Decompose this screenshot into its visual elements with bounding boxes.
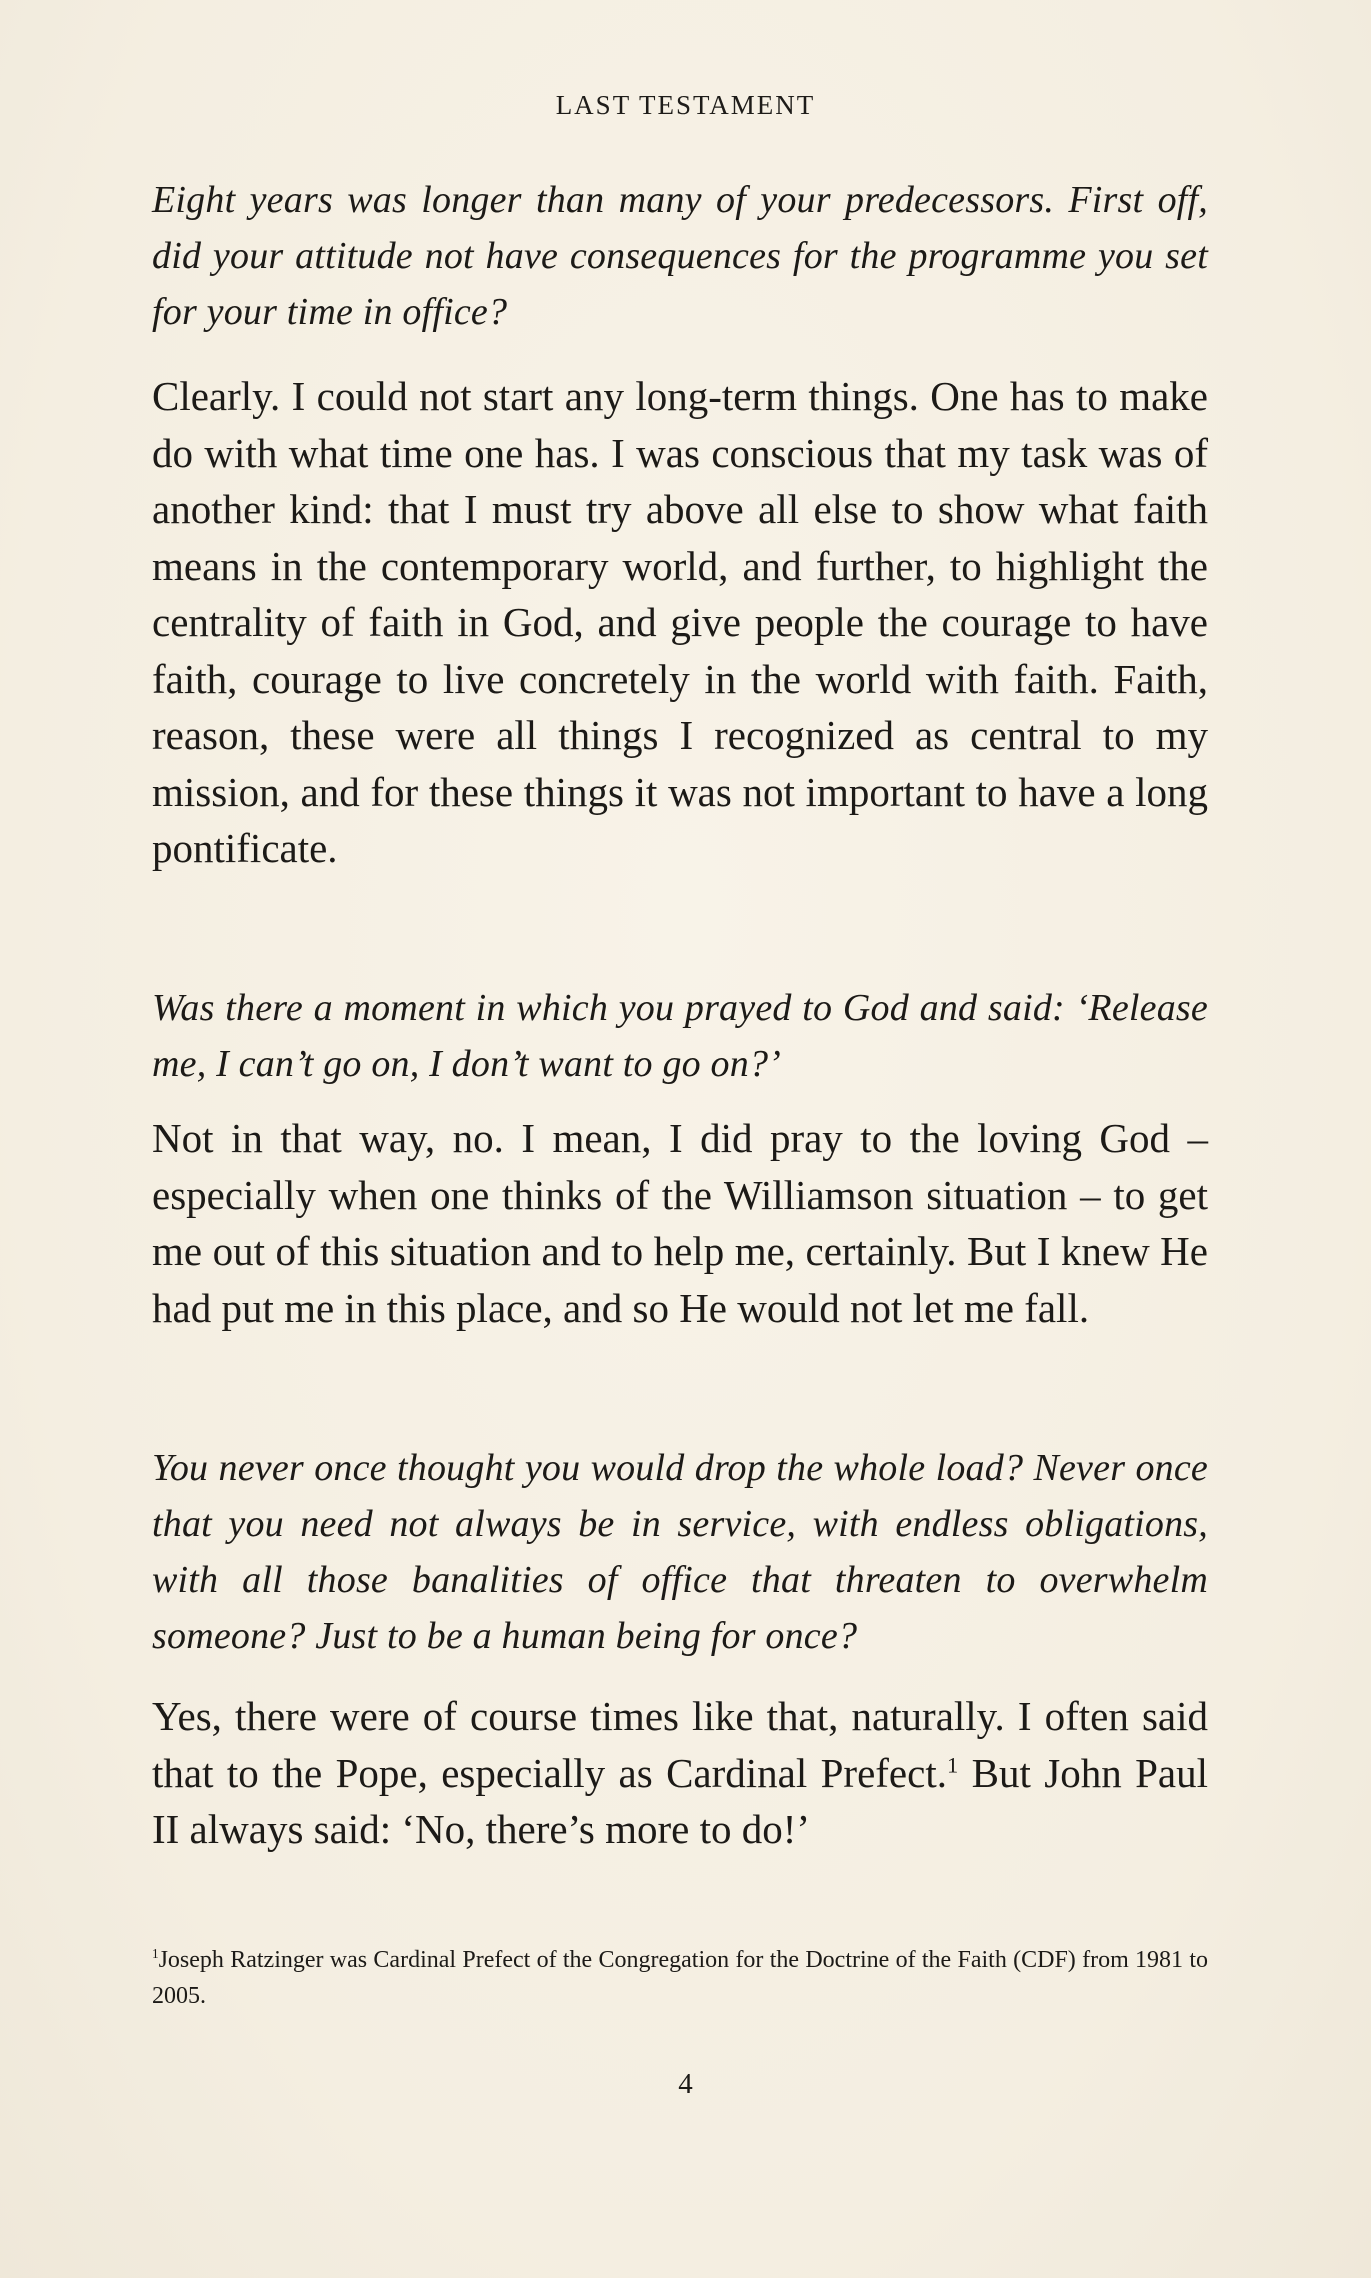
interview-answer-3	[152, 1688, 1208, 1858]
footnote-marker: 1	[152, 1946, 159, 1961]
page-number: 4	[678, 2068, 693, 2100]
footnote-reference: 1	[946, 1751, 959, 1777]
footnote-text: Joseph Ratzinger was Cardinal Prefect of the Congregation for the Doctrine of the Faith (CDF) from 1981 to 2005.	[152, 1947, 1208, 2009]
running-head: LAST TESTAMENT	[555, 90, 816, 120]
interview-question-2: Was there a moment in which you prayed to God and said: ‘Release me, I can’t go on, I don’t want to go on?’	[152, 987, 1208, 1085]
interview-question-1: Eight years was longer than many of your predecessors. First off, did your attitude not have consequences for the programme you set for your time in office?	[152, 179, 1208, 333]
answer-3-text-part-1: Yes, there were of course times like that, naturally. I often said that to the Pope, especially as Cardinal Prefect.	[152, 1693, 1208, 1796]
answer-3-text-part-2: But John Paul II always said: ‘No, there’s more to do!’	[152, 1749, 1208, 1852]
interview-answer-1: Clearly. I could not start any long-term things. One has to make do with what time one has. I was conscious that my task was of another kind: that I must try above all else to show what faith means in the contemporary world, and further, to highlight the centrality of faith in God, and give people the courage to have faith, courage to live concretely in the world with faith. Faith, reason, these were all things I recognized as central to my mission, and for these things it was not important to have a long pontificate.	[152, 373, 1208, 871]
interview-question-3: You never once thought you would drop the whole load? Never once that you need not always be in service, with endless obligations, with all those banalities of office that threaten to overwhelm someone? Just to be a human being for once?	[152, 1447, 1208, 1657]
interview-answer-2: Not in that way, no. I mean, I did pray to the loving God – especially when one thinks of the Williamson situation – to get me out of this situation and to help me, certainly. But I knew He had put me in this place, and so He would not let me fall.	[152, 1115, 1208, 1331]
footnote	[152, 1942, 1208, 2014]
